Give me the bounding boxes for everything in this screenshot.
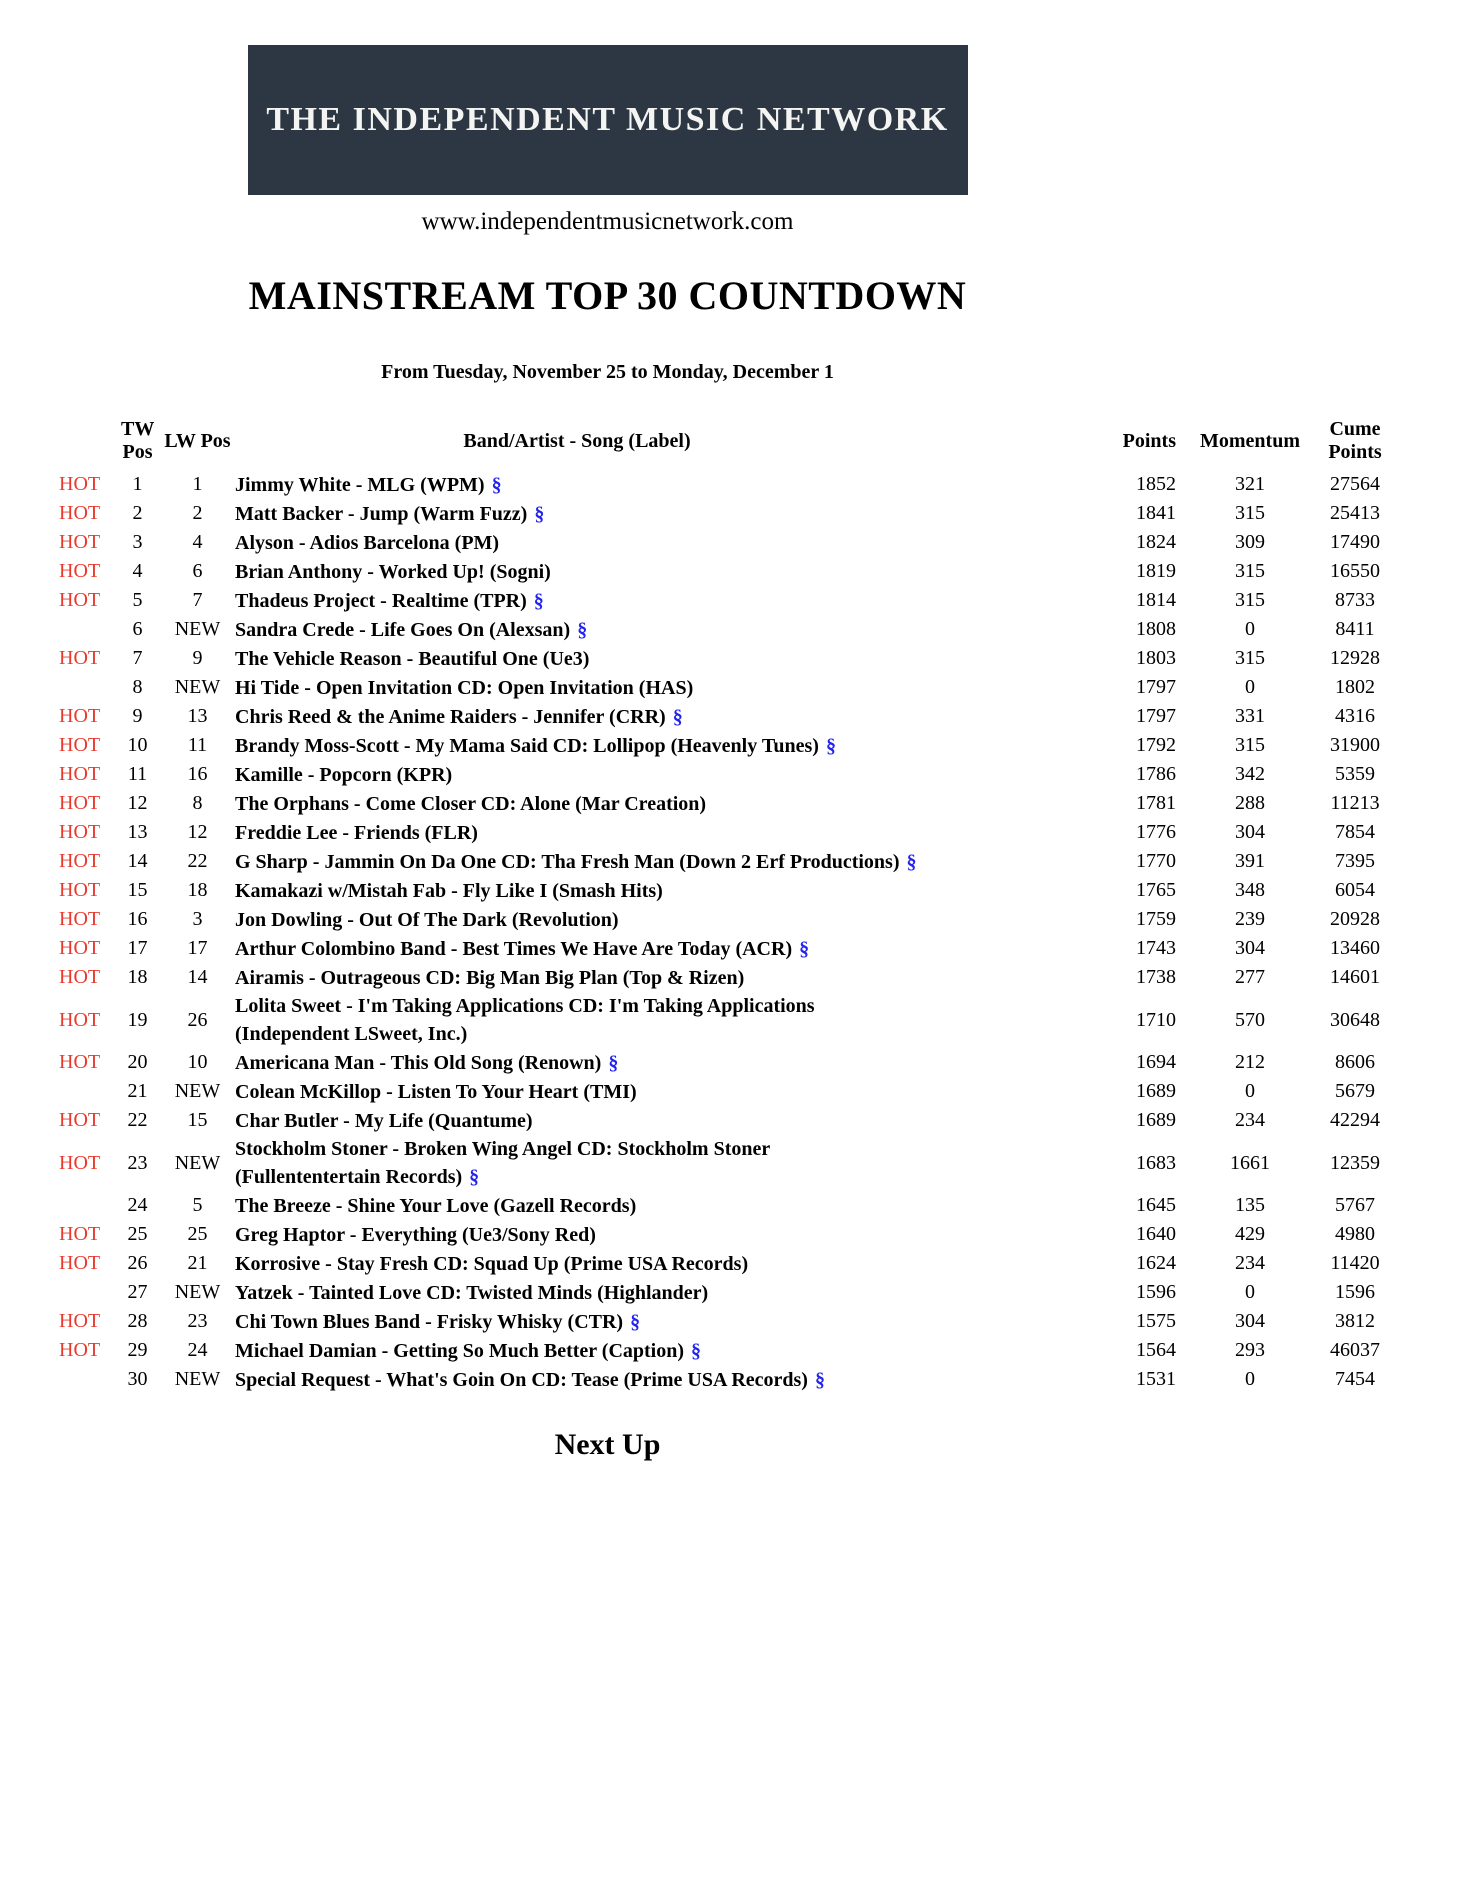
lw-pos-value: 8 [192,792,203,814]
hot-badge: HOT [59,473,101,495]
table-row [55,702,1400,731]
banner [248,45,968,195]
lw-header-line2: Pos [200,429,231,452]
cume-points-value: 46037 [1330,1339,1380,1361]
momentum-value: 391 [1235,850,1265,872]
cume-header-line2: Points [1328,441,1382,463]
lw-pos-value: 3 [192,908,203,930]
points-value: 1803 [1136,647,1176,669]
section-mark-link[interactable]: § [814,1368,825,1391]
lw-pos-value: 15 [187,1109,208,1131]
cume-points-value: 11213 [1330,792,1380,814]
song-cell [235,616,925,644]
table-row [55,963,1400,992]
hot-badge: HOT [59,1051,101,1073]
table-row [55,1307,1400,1336]
hot-badge: HOT [59,647,101,669]
song-title: Lolita Sweet - I'm Taking Applications CD: I'm Taking Applications (Independent LSweet, Inc.) [235,995,815,1045]
table-row [55,1135,1400,1191]
tw-pos-value: 18 [127,966,148,988]
lw-pos-value: 17 [187,937,208,959]
momentum-value: 429 [1235,1223,1265,1245]
page-title: MAINSTREAM TOP 30 COUNTDOWN [248,273,967,318]
table-row [55,615,1400,644]
section-mark-link[interactable]: § [533,589,544,612]
song-cell [235,1049,925,1077]
song-cell [235,529,925,557]
cume-points-value: 11420 [1330,1252,1380,1274]
momentum-value: 315 [1235,502,1265,524]
song-cell [235,1337,925,1365]
cume-points-value: 1596 [1335,1281,1375,1303]
song-cell [235,877,925,905]
song-title: Thadeus Project - Realtime (TPR) [235,589,527,612]
table-row [55,934,1400,963]
momentum-value: 331 [1235,705,1265,727]
lw-pos-value: NEW [174,618,221,640]
song-title: Freddie Lee - Friends (FLR) [235,821,478,844]
points-value: 1683 [1136,1151,1176,1174]
points-value: 1575 [1136,1310,1176,1332]
cume-points-value: 6054 [1335,879,1375,901]
cume-points-value: 7854 [1335,821,1375,843]
hot-badge: HOT [59,1252,101,1274]
cume-points-value: 8733 [1335,589,1375,611]
table-row [55,1106,1400,1135]
song-cell [235,906,925,934]
cume-points-value: 30648 [1330,1008,1380,1031]
song-cell [235,587,925,615]
song-title: Hi Tide - Open Invitation CD: Open Invitation (HAS) [235,676,694,699]
cume-points-value: 1802 [1335,676,1375,698]
section-mark-link[interactable]: § [906,850,917,873]
momentum-value: 570 [1235,1008,1265,1031]
cume-points-value: 12359 [1330,1151,1380,1174]
tw-pos-value: 20 [127,1051,148,1073]
lw-pos-value: 23 [187,1310,208,1332]
cume-points-value: 31900 [1330,734,1380,756]
tw-pos-value: 21 [127,1080,148,1102]
cume-points-value: 27564 [1330,473,1380,495]
cume-points-value: 5767 [1335,1194,1375,1216]
tw-pos-value: 7 [132,647,143,669]
song-title: Kamakazi w/Mistah Fab - Fly Like I (Smash Hits) [235,879,663,902]
tw-pos-header [115,418,160,464]
table-row [55,1191,1400,1220]
song-cell [235,1078,925,1106]
tw-pos-value: 8 [132,676,143,698]
cume-points-value: 5359 [1335,763,1375,785]
song-title: Kamille - Popcorn (KPR) [235,763,453,786]
points-value: 1564 [1136,1339,1176,1361]
tw-pos-value: 28 [127,1310,148,1332]
hot-badge: HOT [59,879,101,901]
points-value: 1765 [1136,879,1176,901]
tw-pos-value: 17 [127,937,148,959]
momentum-value: 288 [1235,792,1265,814]
table-row [55,499,1400,528]
momentum-value: 0 [1245,1281,1255,1303]
momentum-value: 315 [1235,647,1265,669]
tw-pos-value: 13 [127,821,148,843]
hot-badge: HOT [59,966,101,988]
momentum-value: 304 [1235,1310,1265,1332]
table-row [55,789,1400,818]
tw-pos-value: 24 [127,1194,148,1216]
section-mark-link[interactable]: § [825,734,836,757]
momentum-value: 348 [1235,879,1265,901]
tw-pos-value: 23 [127,1151,148,1174]
song-title: The Breeze - Shine Your Love (Gazell Records) [235,1194,637,1217]
hot-badge: HOT [59,589,101,611]
song-cell [235,558,925,586]
tw-pos-value: 14 [127,850,148,872]
lw-pos-value: 1 [192,473,203,495]
song-title: Stockholm Stoner - Broken Wing Angel CD: Stockholm Stoner (Fullententertain Records) [235,1138,770,1188]
hot-badge: HOT [59,502,101,524]
song-title: The Orphans - Come Closer CD: Alone (Mar Creation) [235,792,707,815]
points-value: 1689 [1136,1109,1176,1131]
tw-pos-value: 16 [127,908,148,930]
section-mark-link[interactable]: § [491,473,502,496]
cume-points-value: 5679 [1335,1080,1375,1102]
points-value: 1689 [1136,1080,1176,1102]
lw-header-line1: LW [164,429,196,452]
tw-pos-value: 22 [127,1109,148,1131]
points-value: 1770 [1136,850,1176,872]
tw-pos-value: 4 [132,560,143,582]
cume-points-value: 4980 [1335,1223,1375,1245]
tw-pos-value: 15 [127,879,148,901]
masthead [55,45,1160,384]
song-cell [235,500,925,528]
table-header-row [55,418,1400,464]
song-cell [235,992,925,1048]
momentum-value: 309 [1235,531,1265,553]
song-cell [235,1221,925,1249]
song-title: G Sharp - Jammin On Da One CD: Tha Fresh Man (Down 2 Erf Productions) [235,850,900,873]
tw-pos-value: 12 [127,792,148,814]
table-row [55,731,1400,760]
lw-pos-header [160,430,235,453]
momentum-value: 239 [1235,908,1265,930]
table-row [55,586,1400,615]
song-title: Michael Damian - Getting So Much Better (Caption) [235,1339,685,1362]
song-cell [235,935,925,963]
points-value: 1710 [1136,1008,1176,1031]
song-cell [235,964,925,992]
momentum-value: 212 [1235,1051,1265,1073]
song-title: Arthur Colombino Band - Best Times We Have Are Today (ACR) [235,937,793,960]
song-title: Korrosive - Stay Fresh CD: Squad Up (Prime USA Records) [235,1252,749,1275]
table-row [55,847,1400,876]
table-row [55,528,1400,557]
cume-points-value: 8411 [1335,618,1375,640]
hot-badge: HOT [59,1223,101,1245]
table-row [55,1365,1400,1394]
points-value: 1814 [1136,589,1176,611]
cume-points-value: 20928 [1330,908,1380,930]
points-value: 1694 [1136,1051,1176,1073]
tw-pos-value: 25 [127,1223,148,1245]
tw-header-line1: TW [121,418,154,440]
points-value: 1596 [1136,1281,1176,1303]
cume-header-line1: Cume [1329,418,1381,440]
table-row [55,644,1400,673]
song-cell [235,1192,925,1220]
lw-pos-value: 16 [187,763,208,785]
hot-badge: HOT [59,1339,101,1361]
hot-badge: HOT [59,821,101,843]
lw-pos-value: 6 [192,560,203,582]
lw-pos-value: NEW [174,1080,221,1102]
song-title: Matt Backer - Jump (Warm Fuzz) [235,502,528,525]
momentum-value: 234 [1235,1109,1265,1131]
momentum-value: 0 [1245,1368,1255,1390]
section-mark-link[interactable]: § [469,1166,480,1188]
section-mark-link[interactable]: § [672,705,683,728]
tw-pos-value: 11 [127,763,148,785]
lw-pos-value: 5 [192,1194,203,1216]
cume-points-value: 13460 [1330,937,1380,959]
song-cell [235,1135,925,1191]
table-row [55,1220,1400,1249]
cume-points-value: 16550 [1330,560,1380,582]
momentum-value: 315 [1235,560,1265,582]
hot-badge: HOT [59,850,101,872]
song-cell [235,761,925,789]
table-row [55,1077,1400,1106]
points-value: 1531 [1136,1368,1176,1390]
lw-pos-value: 14 [187,966,208,988]
cume-points-value: 42294 [1330,1109,1380,1131]
song-cell [235,1366,925,1394]
lw-pos-value: 21 [187,1252,208,1274]
points-value: 1852 [1136,473,1176,495]
tw-header-line2: Pos [122,441,153,463]
tw-pos-value: 6 [132,618,143,640]
hot-badge: HOT [59,908,101,930]
lw-pos-value: 25 [187,1223,208,1245]
song-cell [235,1279,925,1307]
song-title: Chi Town Blues Band - Frisky Whisky (CTR) [235,1310,624,1333]
section-mark-link[interactable]: § [630,1310,641,1333]
tw-pos-value: 26 [127,1252,148,1274]
song-cell [235,1107,925,1135]
song-cell [235,732,925,760]
points-value: 1808 [1136,618,1176,640]
song-title: Brian Anthony - Worked Up! (Sogni) [235,560,551,583]
table-row [55,470,1400,499]
points-value: 1824 [1136,531,1176,553]
points-value: 1786 [1136,763,1176,785]
cume-points-value: 7395 [1335,850,1375,872]
song-title: Airamis - Outrageous CD: Big Man Big Plan (Top & Rizen) [235,966,745,989]
countdown-table [55,418,1400,1394]
song-cell [235,703,925,731]
lw-pos-value: 10 [187,1051,208,1073]
table-row [55,760,1400,789]
lw-pos-value: NEW [174,1151,221,1174]
points-value: 1743 [1136,937,1176,959]
momentum-value: 315 [1235,734,1265,756]
song-column-header: Band/Artist - Song (Label) [463,429,691,452]
cume-points-value: 4316 [1335,705,1375,727]
momentum-value: 315 [1235,589,1265,611]
momentum-value: 277 [1235,966,1265,988]
cume-points-header [1310,418,1400,464]
song-title: Americana Man - This Old Song (Renown) [235,1051,602,1074]
tw-pos-value: 27 [127,1281,148,1303]
song-cell [235,819,925,847]
hot-badge: HOT [59,560,101,582]
lw-pos-value: 4 [192,531,203,553]
points-value: 1797 [1136,705,1176,727]
table-row [55,1249,1400,1278]
momentum-value: 304 [1235,937,1265,959]
points-column-header: Points [1122,429,1176,452]
hot-badge: HOT [59,531,101,553]
hot-badge: HOT [59,734,101,756]
song-title: Alyson - Adios Barcelona (PM) [235,531,500,554]
hot-badge: HOT [59,792,101,814]
lw-pos-value: 22 [187,850,208,872]
lw-pos-value: 9 [192,647,203,669]
cume-points-value: 8606 [1335,1051,1375,1073]
points-value: 1640 [1136,1223,1176,1245]
lw-pos-value: NEW [174,676,221,698]
momentum-value: 321 [1235,473,1265,495]
lw-pos-value: NEW [174,1281,221,1303]
date-range: From Tuesday, November 25 to Monday, December 1 [381,361,834,383]
section-mark-link[interactable]: § [534,502,545,525]
song-title: Sandra Crede - Life Goes On (Alexsan) [235,618,571,641]
momentum-value: 135 [1235,1194,1265,1216]
points-value: 1776 [1136,821,1176,843]
momentum-column-header: Momentum [1200,429,1300,452]
song-title: Jon Dowling - Out Of The Dark (Revolution) [235,908,619,931]
cume-points-value: 14601 [1330,966,1380,988]
hot-badge: HOT [59,763,101,785]
momentum-value: 293 [1235,1339,1265,1361]
song-cell [235,471,925,499]
tw-pos-value: 1 [132,473,143,495]
tw-pos-value: 5 [132,589,143,611]
section-mark-link[interactable]: § [608,1051,619,1074]
lw-pos-value: 12 [187,821,208,843]
cume-points-value: 17490 [1330,531,1380,553]
table-row [55,1336,1400,1365]
points-value: 1797 [1136,676,1176,698]
table-row [55,818,1400,847]
banner-title: THE INDEPENDENT MUSIC NETWORK [266,101,949,138]
lw-pos-value: 11 [187,734,208,756]
tw-pos-value: 10 [127,734,148,756]
song-title: Special Request - What's Goin On CD: Tease (Prime USA Records) [235,1368,808,1391]
table-row [55,905,1400,934]
section-mark-link[interactable]: § [691,1339,702,1362]
song-title: The Vehicle Reason - Beautiful One (Ue3) [235,647,590,670]
song-cell [235,1250,925,1278]
momentum-value: 0 [1245,676,1255,698]
lw-pos-value: 13 [187,705,208,727]
lw-pos-value: 7 [192,589,203,611]
points-value: 1819 [1136,560,1176,582]
next-up-heading: Next Up [554,1428,661,1461]
tw-pos-value: 30 [127,1368,148,1390]
points-value: 1738 [1136,966,1176,988]
site-url: www.independentmusicnetwork.com [421,208,794,235]
tw-pos-value: 3 [132,531,143,553]
hot-badge: HOT [59,1310,101,1332]
momentum-value: 304 [1235,821,1265,843]
song-title: Colean McKillop - Listen To Your Heart (TMI) [235,1080,637,1103]
song-cell [235,645,925,673]
points-value: 1624 [1136,1252,1176,1274]
momentum-value: 0 [1245,618,1255,640]
hot-badge: HOT [59,705,101,727]
table-body [55,470,1400,1394]
hot-badge: HOT [59,1151,101,1174]
hot-badge: HOT [59,1008,101,1031]
hot-badge: HOT [59,1109,101,1131]
table-row [55,992,1400,1048]
lw-pos-value: NEW [174,1368,221,1390]
lw-pos-value: 26 [187,1008,208,1031]
lw-pos-value: 2 [192,502,203,524]
song-cell [235,790,925,818]
song-cell [235,848,925,876]
lw-pos-value: 18 [187,879,208,901]
points-value: 1645 [1136,1194,1176,1216]
tw-pos-value: 9 [132,705,143,727]
cume-points-value: 3812 [1335,1310,1375,1332]
song-title: Chris Reed & the Anime Raiders - Jennifer (CRR) [235,705,666,728]
tw-pos-value: 19 [127,1008,148,1031]
song-title: Greg Haptor - Everything (Ue3/Sony Red) [235,1223,596,1246]
song-cell [235,674,925,702]
song-cell [235,1308,925,1336]
cume-points-value: 12928 [1330,647,1380,669]
tw-pos-value: 2 [132,502,143,524]
section-mark-link[interactable]: § [799,937,810,960]
song-title: Yatzek - Tainted Love CD: Twisted Minds (Highlander) [235,1281,709,1304]
song-title: Jimmy White - MLG (WPM) [235,473,485,496]
cume-points-value: 7454 [1335,1368,1375,1390]
tw-pos-value: 29 [127,1339,148,1361]
song-title: Brandy Moss-Scott - My Mama Said CD: Lollipop (Heavenly Tunes) [235,734,819,757]
lw-pos-value: 24 [187,1339,208,1361]
momentum-value: 1661 [1230,1151,1270,1174]
cume-points-value: 25413 [1330,502,1380,524]
points-value: 1792 [1136,734,1176,756]
table-row [55,557,1400,586]
points-value: 1759 [1136,908,1176,930]
momentum-value: 234 [1235,1252,1265,1274]
momentum-value: 0 [1245,1080,1255,1102]
section-mark-link[interactable]: § [577,618,588,641]
momentum-value: 342 [1235,763,1265,785]
table-row [55,673,1400,702]
table-row [55,1048,1400,1077]
table-row [55,1278,1400,1307]
points-value: 1781 [1136,792,1176,814]
table-row [55,876,1400,905]
song-title: Char Butler - My Life (Quantume) [235,1109,533,1132]
points-value: 1841 [1136,502,1176,524]
hot-badge: HOT [59,937,101,959]
